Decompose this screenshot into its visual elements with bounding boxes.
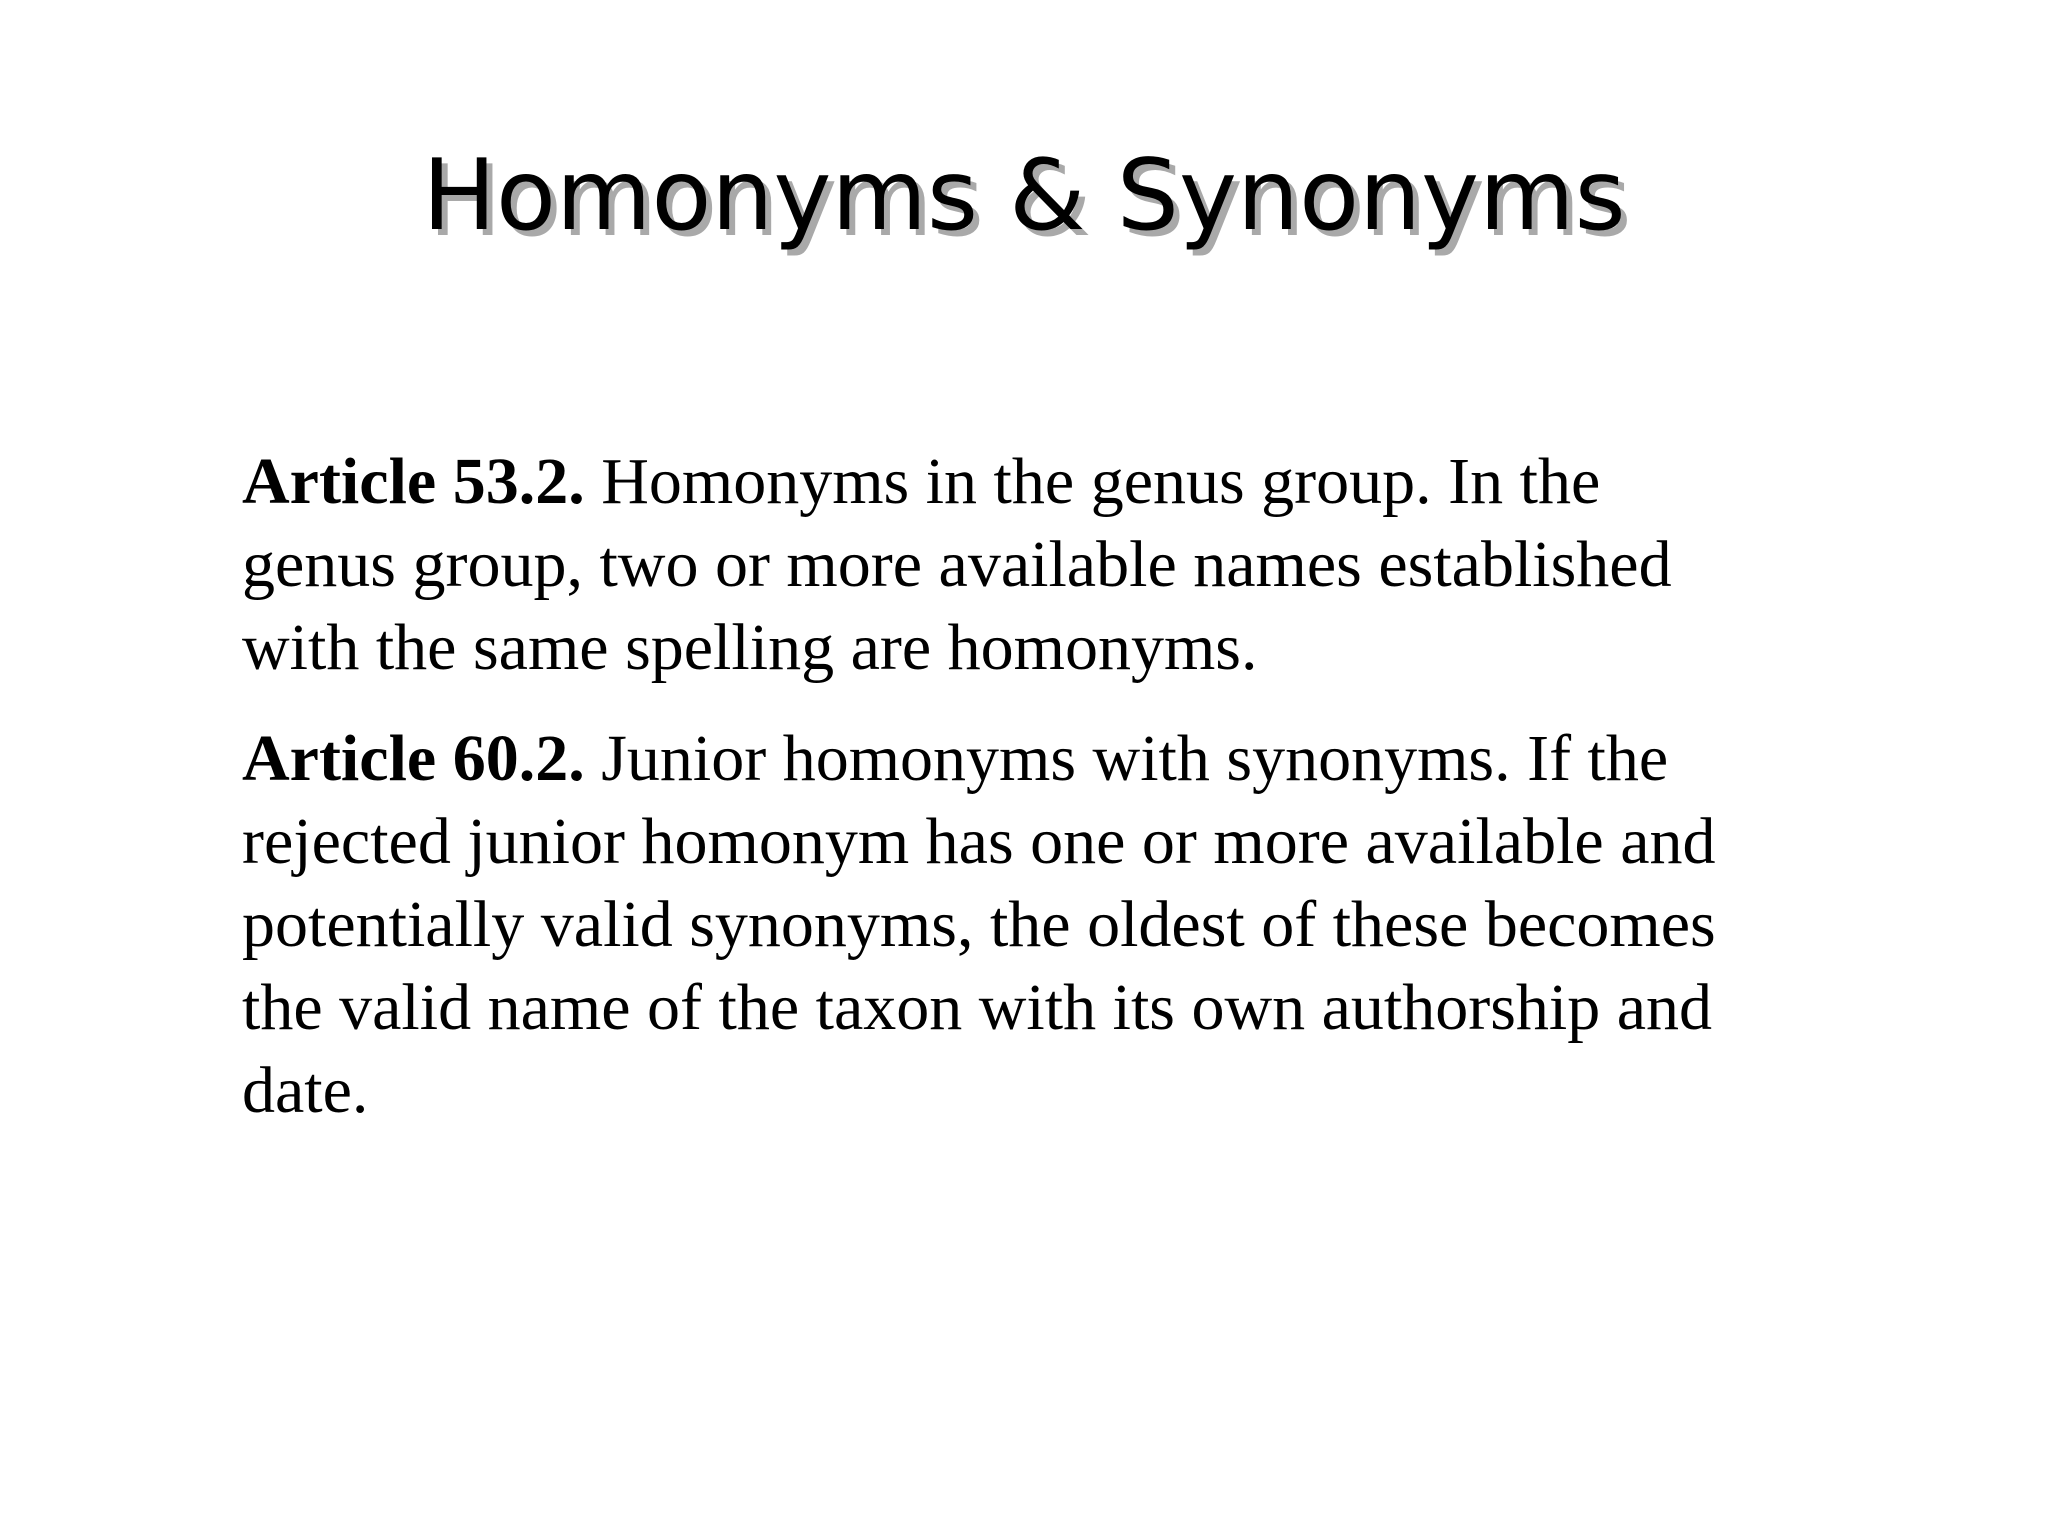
article-text: Homonyms in the genus group. In the genus group, two or more available names established with the same spelling are homonyms. bbox=[242, 445, 1672, 684]
article-label: Article 60.2. bbox=[242, 722, 585, 795]
slide-body bbox=[242, 440, 1742, 1160]
slide-title: Homonyms & Synonyms bbox=[422, 139, 1626, 253]
article-53-2 bbox=[242, 440, 1742, 689]
article-60-2 bbox=[242, 717, 1742, 1132]
article-text: Junior homonyms with synonyms. If the rejected junior homonym has one or more available and potentially valid synonyms, the oldest of these becomes the valid name of the taxon with its own authorship and date. bbox=[242, 722, 1716, 1127]
article-label: Article 53.2. bbox=[242, 445, 585, 518]
